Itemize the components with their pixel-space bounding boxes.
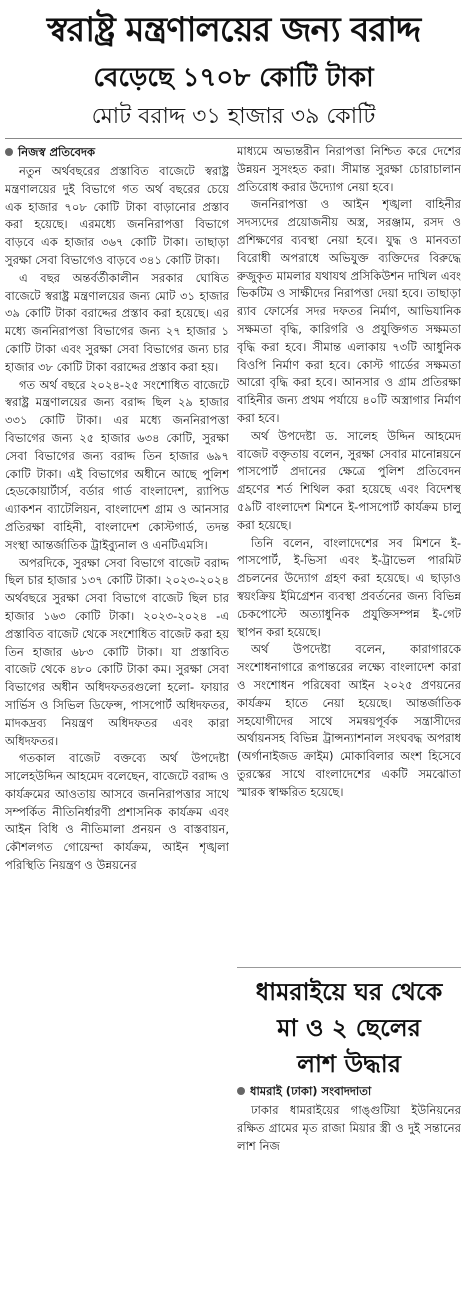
column-right-body — [237, 143, 461, 963]
headline-line-1: স্বরাষ্ট্র মন্ত্রণালয়ের জন্য বরাদ্দ — [46, 10, 421, 50]
paragraph: নতুন অর্থবছরের প্রস্তাবিত বাজেটে স্বরাষ্ট্র মন্ত্রণালয়ের দুই বিভাগে গত অর্থ বছরের চেয়ে এক হাজার ৭০৮ কোটি টাকা বাড়ানোর প্রস্তাব করা হয়েছে। এরমধ্যে জননিরাপত্তা বিভাগে বাড়বে এক হাজার ৩৬৭ কোটি টাকা। তাছাড়া সুরক্ষা সেবা বিভাগেও বাড়বে ৩৪১ কোটি টাকা। — [5, 164, 229, 267]
headline-line-2: বেড়েছে ১৭০৮ কোটি টাকা — [93, 63, 374, 93]
column-left — [5, 143, 229, 1313]
column-left-body — [5, 163, 229, 1313]
second-story — [237, 974, 461, 1155]
byline-text: নিজস্ব প্রতিবেদক — [18, 145, 96, 159]
column-right — [237, 143, 461, 1313]
story2-headline-line-2: মা ও ২ ছেলের — [277, 1014, 421, 1042]
bullet-icon — [5, 148, 13, 156]
bullet-icon — [237, 1087, 245, 1095]
paragraph: গতকাল বাজেট বক্তব্যে অর্থ উপদেষ্টা সালেহউদ্দিন আহমেদ বলেছেন, বাজেটে বরাদ্দ ও কার্যক্রমের আওতায় আসবে জননিরাপত্তার সাথে সম্পর্কিত নীতিনির্ধারণী প্রশাসনিক কার্যক্রম এবং আইন বিধি ও নীতিমালা প্রনয়ন ও বাস্তবায়ন, কৌশলগত গোয়েন্দা কার্যক্রম, আইন শৃঙ্খলা পরিস্থিতি নিয়ন্ত্রণ ও উন্নয়নের — [5, 751, 229, 873]
story2-headline-line-1: ধামরাইয়ে ঘর থেকে — [255, 978, 443, 1006]
paragraph: তিনি বলেন, বাংলাদেশের সব মিশনে ই-পাসপোর্ট, ই-ভিসা এবং ই-ট্রাভেল পারমিট প্রচলনের উদ্যোগ গ্রহণ করা হয়েছে। এ ছাড়াও স্বয়ংক্রিয় ইমিগ্রেশন ব্যবস্থা প্রবর্তনের জন্য বিভিন্ন চেকপোস্টে অত্যাধুনিক প্রযুক্তিসম্পন্ন ই-গেট স্থাপন করা হয়েছে। — [237, 535, 461, 639]
subheadline: মোট বরাদ্দ ৩১ হাজার ৩৯ কোটি — [5, 100, 462, 139]
paragraph: অপরদিকে, সুরক্ষা সেবা বিভাগে বাজেট বরাদ্দ ছিল চার হাজার ১৩৭ কোটি টাকা। ২০২৩-২০২৪ অর্থবছরে সুরক্ষা সেবা বিভাগে বাজেট ছিল চার হাজার ১৬৩ কোটি টাকা। ২০২৩-২০২৪ -এ প্রস্তাবিত বাজেট থেকে সংশোধিত বাজেট করা হয় তিন হাজার ৬৮৩ কোটি টাকা। যা প্রস্তাবিত বাজেট থেকে ৪৮০ কোটি টাকা কম। সুরক্ষা সেবা বিভাগের অধীন অধিদফতরগুলো হলো- ফায়ার সার্ভিস ও সিভিল ডিফেন্স, পাসপোর্ট অধিদফতর, মাদকদ্রব্য নিয়ন্ত্রণ অধিদফতর এবং কারা অধিদফতর। — [5, 555, 229, 748]
story2-byline-text: ধামরাই (ঢাকা) সংবাদদাতা — [250, 1084, 372, 1098]
paragraph: গত অর্থ বছরে ২০২৪-২৫ সংশোধিত বাজেটে স্বরাষ্ট্র মন্ত্রণালয়ের জন্য বরাদ্দ ছিল ২৯ হাজার ৩৩১ কোটি টাকা। এর মধ্যে জননিরাপত্তা বিভাগের জন্য ২৫ হাজার ৬৩৪ কোটি, সুরক্ষা সেবা বিভাগের জন্য বরাদ্দ তিন হাজার ৬৯৭ কোটি টাকা। এই বিভাগের অধীনে আছে পুলিশ হেডকোয়ার্টার্স, বর্ডার গার্ড বাংলাদেশ, র‍্যাপিড এ্যাকশন ব্যাটেলিয়ন, বাংলাদেশ গ্রাম ও আনসার প্রতিরক্ষা বাহিনী, বাংলাদেশ কোস্টগার্ড, তদন্ত সংস্থা আন্তর্জাতিক ট্রাইব্যুনাল ও এনটিএমসি। — [5, 377, 229, 552]
paragraph: অর্থ উপদেষ্টা বলেন, কারাগারকে সংশোধনাগারে রূপান্তরের লক্ষ্যে বাংলাদেশ কারা ও সংশোধন পরিষেবা আইন ২০২৫ প্রণয়নের কার্যক্রম হাতে নেয়া হয়েছে। আন্তর্জাতিক সহযোগীদের সাথে সমন্বয়পূর্বক সন্ত্রাসীদের অর্থায়নসহ বিভিন্ন ট্রান্সন্যাশনাল সংঘবদ্ধ অপরাধ (অর্গানাইজড ক্রাইম) মোকাবিলার অংশ হিসেবে তুরস্কের সাথে বাংলাদেশের একটি সমঝোতা স্মারক স্বাক্ষরিত হয়েছে। — [237, 642, 461, 799]
story2-headline-line-3: লাশ উদ্ধার — [297, 1050, 401, 1078]
paragraph: জননিরাপত্তা ও আইন শৃঙ্খলা বাহিনীর সদস্যদের প্রয়োজনীয় অস্ত্র, সরঞ্জাম, রসদ ও প্রশিক্ষণের ব্যবস্থা নেয়া হবে। যুদ্ধ ও মানবতা বিরোধী অপরাধে অভিযুক্ত ব্যক্তিদের বিরুদ্ধে রুজুকৃত মামলার যথাযথ প্রসিকিউশন দাখিল এবং ভিকটিম ও সাক্ষীদের নিরাপত্তা দেয়া হবে। তাছাড়া র‍্যাব ফোর্সের সদর দফতর নির্মাণ, আভিযানিক সক্ষমতা বৃদ্ধি, কারিগরি ও প্রযুক্তিগত সক্ষমতা বৃদ্ধি করা হবে। সীমান্ত এলাকায় ৭৩টি আধুনিক বিওপি নির্মাণ করা হবে। কোস্ট গার্ডের সক্ষমতা আরো বৃদ্ধি করা হবে। আনসার ও গ্রাম প্রতিরক্ষা বাহিনীর জন্য প্রথম পর্যায়ে ৪০টি অস্ত্রাগার নির্মাণ করা হবে। — [237, 197, 461, 425]
story-divider — [237, 967, 461, 968]
article-columns — [5, 143, 462, 1313]
story2-byline — [237, 1082, 461, 1100]
story2-body — [237, 1102, 461, 1155]
paragraph: অর্থ উপদেষ্টা ড. সালেহ উদ্দিন আহমেদ বাজেট বক্তৃতায় বলেন, সুরক্ষা সেবার মানোন্নয়নে পাসপোর্ট প্রদানের ক্ষেত্রে পুলিশ প্রতিবেদন গ্রহণের শর্ত শিথিল করা হয়েছে এবং বিদেশস্থ ৫৯টি বাংলাদেশ মিশনে ই-পাসপোর্ট কার্যক্রম চালু করা হয়েছে। — [237, 428, 461, 532]
byline — [5, 143, 229, 161]
paragraph: এ বছর অন্তর্বর্তীকালীন সরকার ঘোষিত বাজেটে স্বরাষ্ট্র মন্ত্রণালয়ের জন্য মোট ৩১ হাজার ৩৯ কোটি টাকা বরাদ্দের প্রস্তাব করা হয়েছে। এর মধ্যে জননিরাপত্তা বিভাগের জন্য ২৭ হাজার ১ কোটি টাকা এবং সুরক্ষা সেবা বিভাগের জন্য চার হাজার ৩৮ কোটি টাকা বরাদ্দের প্রস্তাব করা হয়। — [5, 270, 229, 374]
paragraph: ঢাকার ধামরাইয়ের গাঙ্গুটিয়া ইউনিয়নের রক্ষিত গ্রামের মৃত রাজা মিয়ার স্ত্রী ও দুই সন্তানের লাশ নিজ — [237, 1103, 461, 1153]
paragraph: মাধ্যমে অভ্যন্তরীন নিরাপত্তা নিশ্চিত করে দেশের উন্নয়ন সুসংহত করা। সীমান্ত সুরক্ষা চোরাচালান প্রতিরোধ করার উদ্যোগ নেয়া হবে। — [237, 144, 461, 194]
